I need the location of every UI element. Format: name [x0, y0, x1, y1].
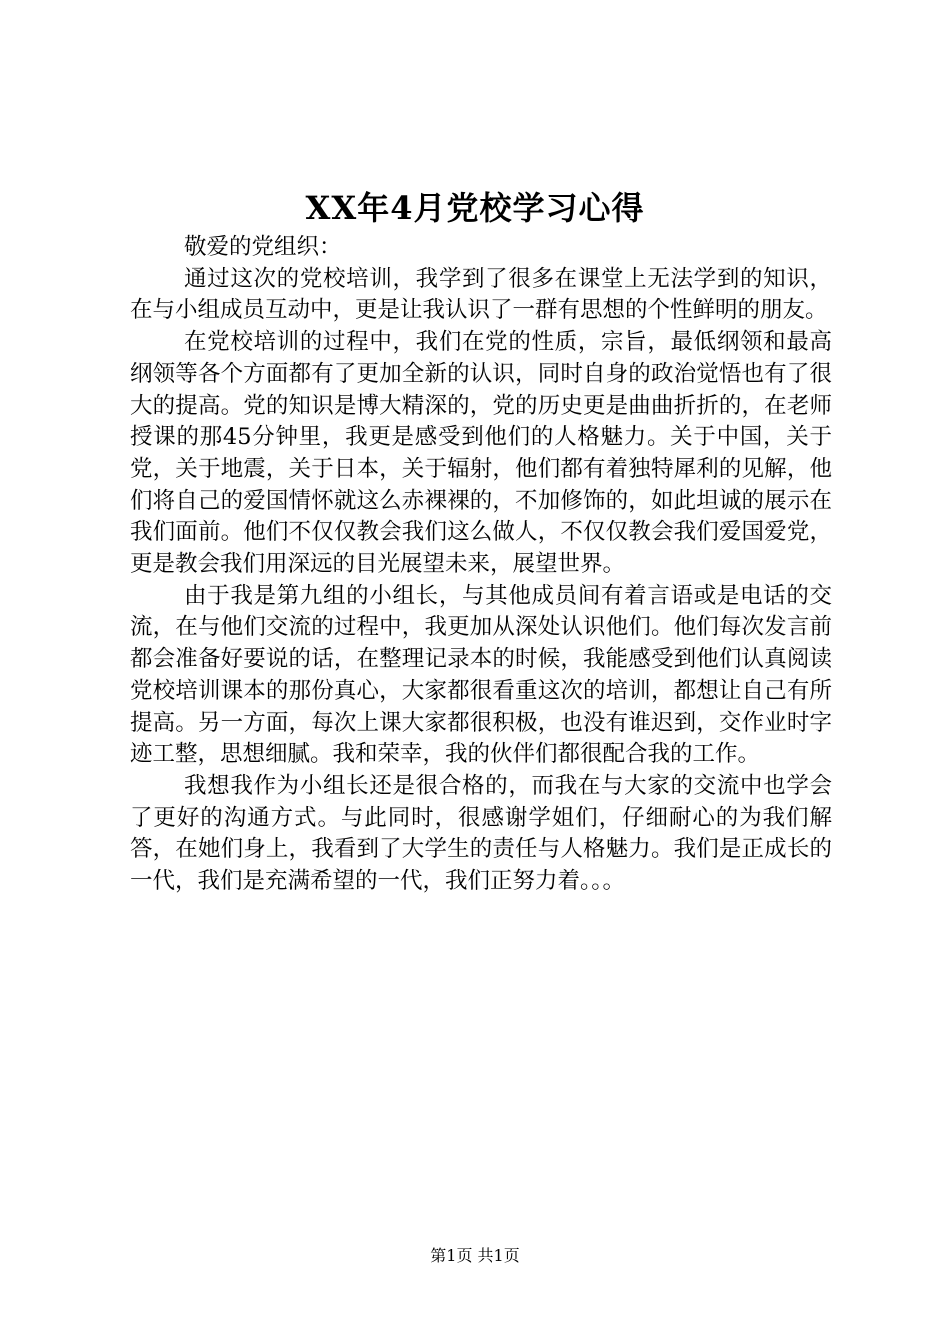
paragraph-2: 在党校培训的过程中，我们在党的性质，宗旨，最低纲领和最高纲领等各个方面都有了更加全新的认识，同时自身的政治觉悟也有了很大的提高。党的知识是博大精深的，党的历史更是曲曲折折的，在老师授课的那45分钟里，我更是感受到他们的人格魅力。关于中国，关于党，关于地震，关于日本，关于辐射，他们都有着独特犀利的见解，他们将自己的爱国情怀就这么赤裸裸的，不加修饰的，如此坦诚的展示在我们面前。他们不仅仅教会我们这么做人，不仅仅教会我们爱国爱党，更是教会我们用深远的目光展望未来，展望世界。 — [130, 329, 832, 578]
salutation: 敬爱的党组织： — [184, 234, 342, 260]
document-title: XX年4月党校学习心得 — [305, 189, 645, 227]
paragraph-1: 通过这次的党校培训，我学到了很多在课堂上无法学到的知识，在与小组成员互动中，更是让我认识了一群有思想的个性鲜明的朋友。 — [130, 265, 832, 324]
paragraph-3: 由于我是第九组的小组长，与其他成员间有着言语或是电话的交流，在与他们交流的过程中，我更加从深处认识他们。他们每次发言前都会准备好要说的话，在整理记录本的时候，我能感受到他们认真阅读党校培训课本的那份真心，大家都很看重这次的培训，都想让自己有所提高。另一方面，每次上课大家都很积极，也没有谁迟到，交作业时字迹工整，思想细腻。我和荣幸，我的伙伴们都很配合我的工作。 — [130, 582, 832, 768]
paragraph-4: 我想我作为小组长还是很合格的，而我在与大家的交流中也学会了更好的沟通方式。与此同时，很感谢学姐们，仔细耐心的为我们解答，在她们身上，我看到了大学生的责任与人格魅力。我们是正成长的一代，我们是充满希望的一代，我们正努力着。。。 — [130, 772, 832, 895]
page-footer: 第1页 共1页 — [430, 1246, 520, 1265]
document-body — [130, 232, 832, 898]
